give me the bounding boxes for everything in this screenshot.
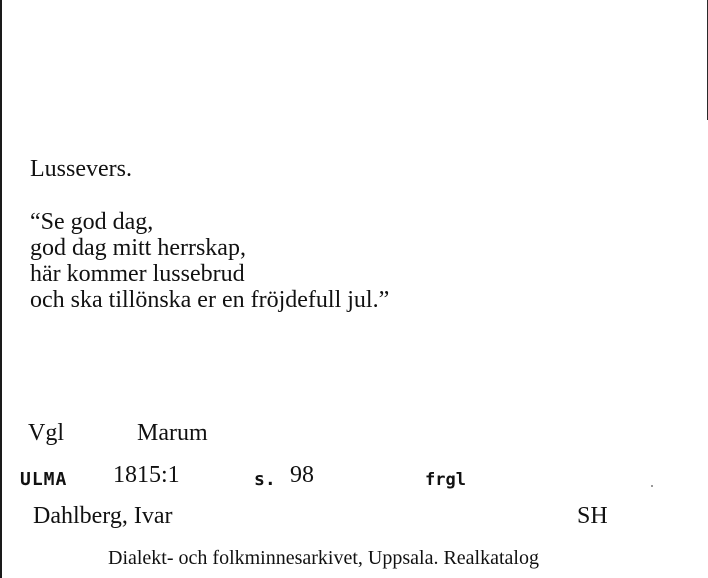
archive-code: ULMA <box>20 469 68 490</box>
page-prefix: s. <box>254 469 276 490</box>
parish-code: frgl <box>425 470 466 490</box>
card-left-edge <box>0 0 2 578</box>
card-title: Lussevers. <box>30 156 132 182</box>
verse-line: “Se god dag, <box>30 209 154 235</box>
collector-name: Dahlberg, Ivar <box>33 503 173 529</box>
region-code: Vgl <box>28 420 64 446</box>
page-number: 98 <box>290 462 314 488</box>
recorder-initials: SH <box>577 503 608 529</box>
place-name: Marum <box>137 420 208 446</box>
accession-number: 1815:1 <box>113 462 180 488</box>
archive-footer: Dialekt- och folkminnesarkivet, Uppsala. Realkatalog <box>108 547 539 569</box>
paper-speck <box>651 485 653 487</box>
verse-line: god dag mitt herrskap, <box>30 235 246 261</box>
verse-line: här kommer lussebrud <box>30 261 245 287</box>
verse-text <box>30 209 389 313</box>
verse-line: och ska tillönska er en fröjdefull jul.” <box>30 287 390 313</box>
